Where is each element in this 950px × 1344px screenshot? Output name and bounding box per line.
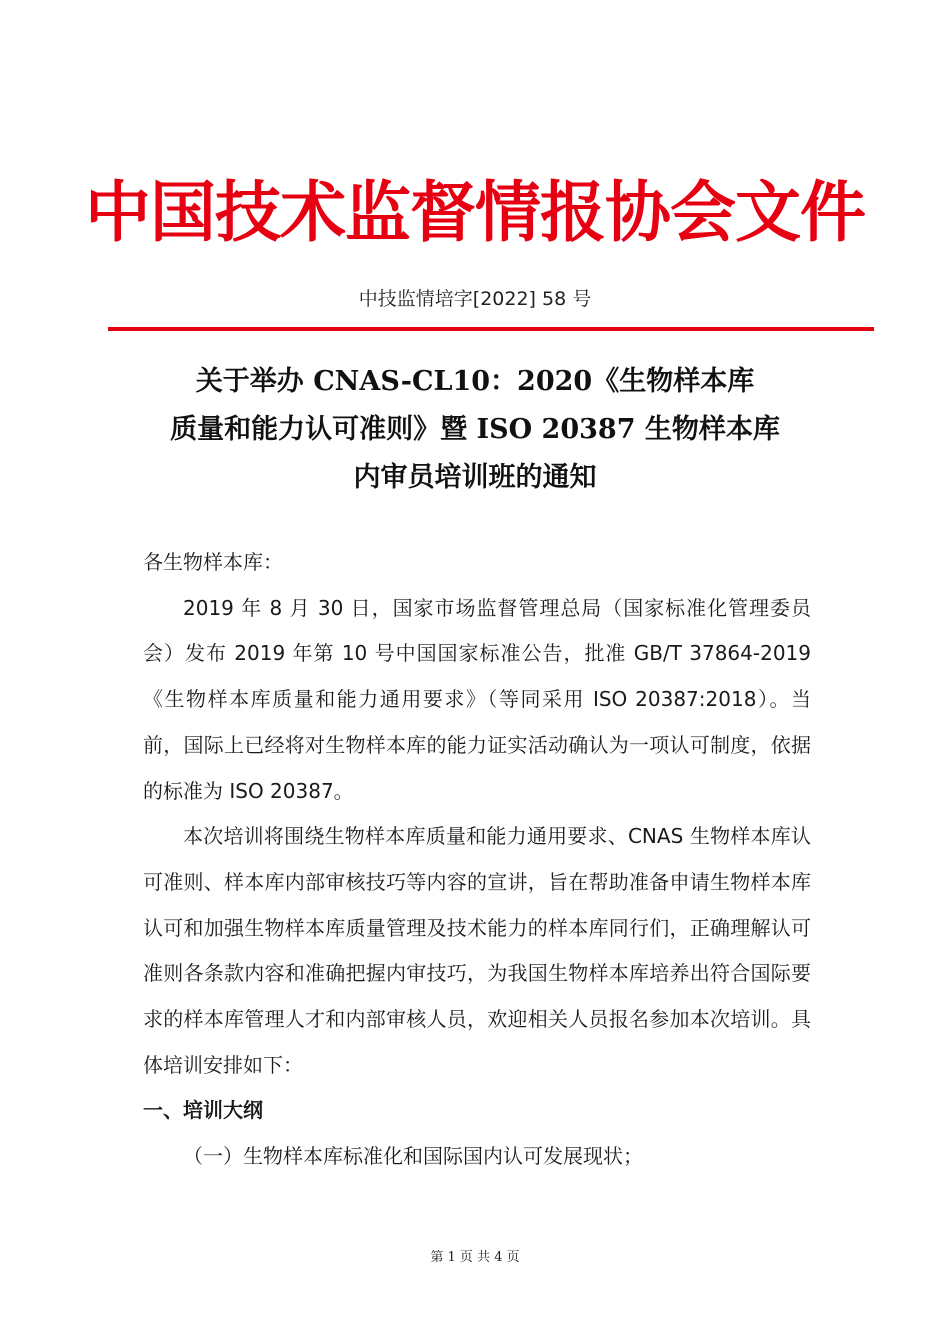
outline-item: （一）生物样本库标准化和国际国内认可发展现状； <box>183 1144 643 1169</box>
document-header-title: 中国技术监督情报协会文件 <box>85 174 865 251</box>
section-heading: 一、培训大纲 <box>143 1098 263 1123</box>
notice-title <box>0 358 950 502</box>
document-number: 中技监情培字[2022] 58 号 <box>358 288 592 310</box>
notice-title-line: 内审员培训班的通知 <box>353 462 597 493</box>
notice-title-line: 质量和能力认可准则》暨 ISO 20387 生物样本库 <box>170 414 780 445</box>
page-footer: 第 1 页 共 4 页 <box>430 1250 520 1265</box>
red-divider-line <box>108 327 874 331</box>
body-paragraph: 2019 年 8 月 30 日，国家市场监督管理总局（国家标准化管理委员会）发布 2019 年第 10 号中国国家标准公告，批准 GB/T 37864-2019 《生物样本库质量和能力通用要求》（等同采用 ISO 20387:2018）。当前，国际上已经将对生物样本库的能力证实活动确认为一项认可制度，依据的标准为 ISO 20387。 <box>143 595 811 803</box>
salutation: 各生物样本库： <box>143 550 283 574</box>
body-paragraph: 本次培训将围绕生物样本库质量和能力通用要求、CNAS 生物样本库认可准则、样本库内部审核技巧等内容的宣讲，旨在帮助准备申请生物样本库认可和加强生物样本库质量管理及技术能力的样本库同行们，正确理解认可准则各条款内容和准确把握内审技巧，为我国生物样本库培养出符合国际要求的样本库管理人才和内部审核人员，欢迎相关人员报名参加本次培训。具体培训安排如下： <box>143 824 811 1077</box>
document-body <box>143 540 811 1180</box>
notice-title-line: 关于举办 CNAS-CL10：2020《生物样本库 <box>195 366 755 397</box>
